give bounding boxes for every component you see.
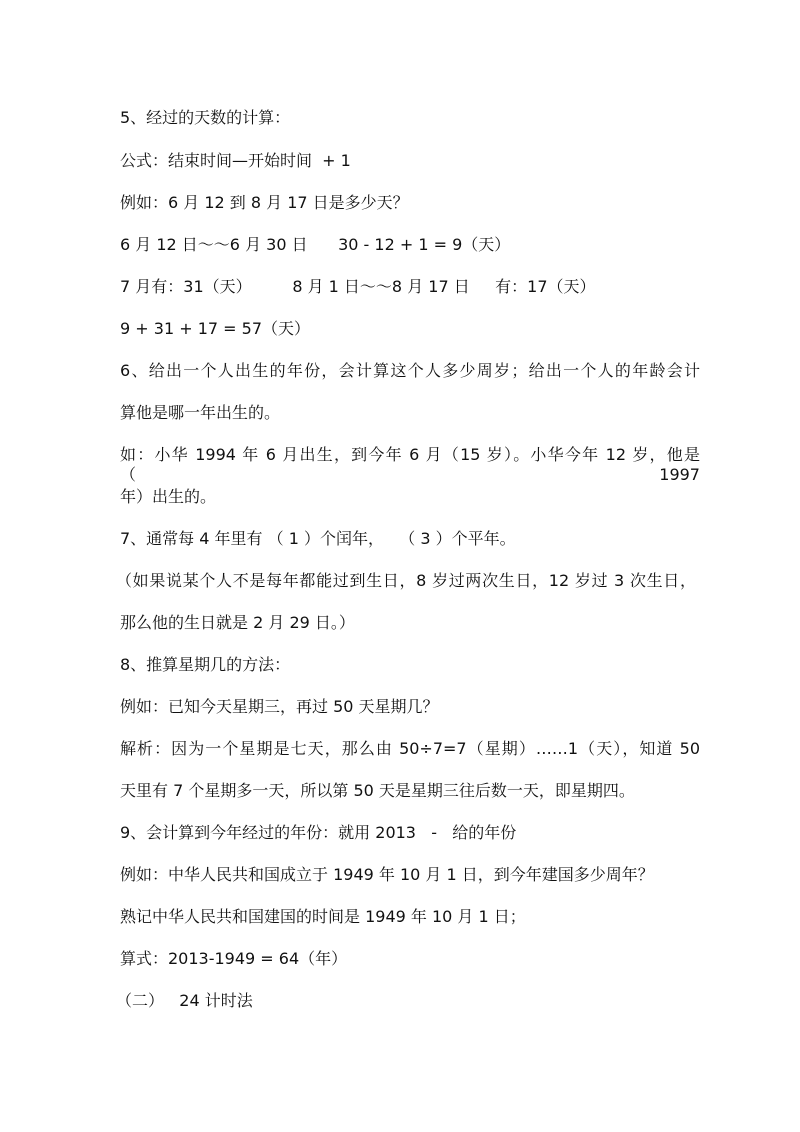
section-heading-24-hour: （二） 24 计时法 [116, 991, 253, 1010]
heading-days-calculation: 5、经过的天数的计算： [120, 108, 291, 127]
heading-elapsed-years: 9、会计算到今年经过的年份：就用 2013 - 给的年份 [120, 823, 517, 842]
heading-weekday-method: 8、推算星期几的方法： [120, 655, 291, 674]
leap-year-note: （如果说某个人不是每年都能过到生日，8 岁过两次生日，12 岁过 3 次生日， [116, 571, 696, 590]
heading-leap-years: 7、通常每 4 年里有 （ 1 ）个闰年， （ 3 ）个平年。 [120, 529, 516, 548]
calculation-total: 9 + 31 + 17 = 57（天） [120, 319, 310, 338]
birth-year-example-continued: 年）出生的。 [120, 487, 217, 506]
weekday-example: 例如：已知今天星期三，再过 50 天星期几？ [120, 697, 439, 716]
example-line: 例如：6 月 12 到 8 月 17 日是多少天？ [120, 193, 409, 212]
calculation-july-august: 7 月有：31（天） 8 月 1 日～～8 月 17 日 有：17（天） [120, 277, 596, 296]
weekday-analysis: 解析：因为一个星期是七天，那么由 50÷7=7（星期）……1（天），知道 50 [120, 739, 700, 758]
heading-birth-year: 6、给出一个人出生的年份，会计算这个人多少周岁；给出一个人的年龄会计 [120, 361, 700, 380]
heading-birth-year-continued: 算他是哪一年出生的。 [120, 403, 281, 422]
calculation-june: 6 月 12 日～～6 月 30 日 30 - 12 + 1 = 9（天） [120, 235, 511, 254]
formula-line: 公式：结束时间—开始时间 + 1 [120, 151, 351, 170]
leap-year-note-continued: 那么他的生日就是 2 月 29 日。） [120, 613, 355, 632]
founding-date-note: 熟记中华人民共和国建国的时间是 1949 年 10 月 1 日； [120, 907, 526, 926]
elapsed-years-example: 例如：中华人民共和国成立于 1949 年 10 月 1 日，到今年建国多少周年？ [120, 865, 654, 884]
birth-year-example: 如：小华 1994 年 6 月出生，到今年 6 月（15 岁）。小华今年 12 岁，他是（1997 [120, 445, 700, 484]
weekday-analysis-continued: 天里有 7 个星期多一天，所以第 50 天是星期三往后数一天，即星期四。 [120, 781, 635, 800]
elapsed-years-equation: 算式：2013-1949 = 64（年） [120, 949, 348, 968]
